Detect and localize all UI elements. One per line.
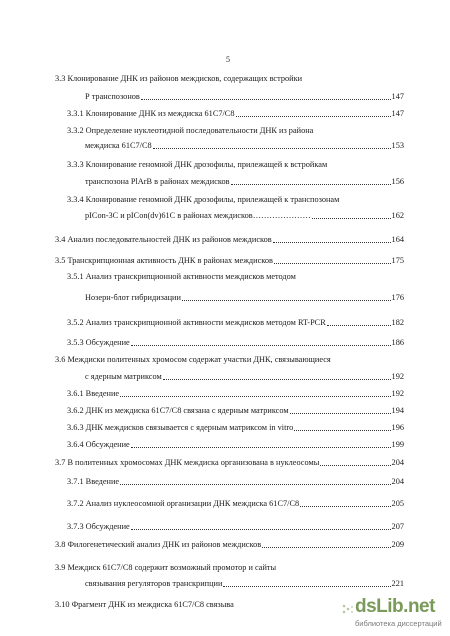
toc-leader-dots <box>182 300 391 301</box>
toc-leader-dots <box>131 529 391 530</box>
toc-leader-dots <box>120 396 390 397</box>
toc-leader-dots <box>131 447 391 448</box>
toc-entry <box>55 600 345 610</box>
toc-entry-page: 194 <box>391 406 404 415</box>
toc-entry <box>67 440 404 450</box>
toc-leader-dots <box>141 99 391 100</box>
toc-entry <box>67 160 404 170</box>
toc-entry-title: 3.7 В политенных хромосомах ДНК междиска организована в нуклеосомы <box>55 458 320 467</box>
watermark-dots-icon <box>341 604 355 614</box>
toc-entry-page: 196 <box>391 423 404 432</box>
toc-entry-title: 3.5 Транскрипционная активность ДНК в районах междисков <box>55 256 273 265</box>
toc-leader-dots <box>223 586 390 587</box>
toc-leader-dots <box>236 116 391 117</box>
toc-entry <box>67 109 404 119</box>
page-number: 5 <box>226 55 230 64</box>
toc-entry <box>55 563 404 573</box>
toc-leader-dots <box>153 148 391 149</box>
toc-entry-page: 147 <box>391 109 404 118</box>
toc-leader-dots <box>262 547 390 548</box>
toc-entry-page: 192 <box>391 372 404 381</box>
toc-entry <box>55 355 404 365</box>
toc-entry-page: 147 <box>391 92 404 101</box>
toc-entry-page: 204 <box>391 477 404 486</box>
toc-entry <box>55 256 404 266</box>
toc-entry <box>85 372 404 382</box>
toc-leader-dots <box>274 263 391 264</box>
toc-entry-title: 3.3.2 Определение нуклеотидной последовательности ДНК из района <box>67 126 314 135</box>
toc-entry-page: 186 <box>391 338 404 347</box>
toc-leader-dots <box>320 465 390 466</box>
toc-entry <box>67 522 404 532</box>
toc-entry-title: 3.6 Междиски политенных хромосом содержат участки ДНК, связывающиеся <box>55 355 331 364</box>
toc-entry-title: 3.3.3 Клонирование геномной ДНК дрозофилы, прилежащей к встройкам <box>67 160 328 169</box>
toc-entry <box>55 458 404 468</box>
toc-leader-dots <box>273 242 391 243</box>
toc-entry <box>85 211 404 221</box>
toc-entry <box>85 293 404 303</box>
toc-entry <box>55 540 404 550</box>
toc-entry-page: 205 <box>391 499 404 508</box>
toc-entry-page: 192 <box>391 389 404 398</box>
toc-entry-title: 3.7.2 Анализ нуклеосомной организации ДНК междиска 61С7/С8 <box>67 499 300 508</box>
toc-entry-title: 3.7.1 Введение <box>67 477 120 486</box>
toc-entry-title: транспозона PlArB в районах междисков <box>85 177 230 186</box>
toc-leader-dots <box>231 184 391 185</box>
toc-entry-title: с ядерным матриксом <box>85 372 162 381</box>
toc-entry-page: 175 <box>391 256 404 265</box>
toc-entry-page: 156 <box>391 177 404 186</box>
toc-entry <box>67 406 404 416</box>
toc-entry <box>67 338 404 348</box>
toc-entry-title: 3.3.1 Клонирование ДНК из междиска 61С7/С8 <box>67 109 235 118</box>
toc-entry-title: связывания регуляторов транскрипции <box>85 579 223 588</box>
toc-entry-title: 3.4 Анализ последовательностей ДНК из районов междисков <box>55 235 272 244</box>
toc-entry-title: Р транспозонов <box>85 92 140 101</box>
toc-entry-title: 3.6.4 Обсуждение <box>67 440 130 449</box>
toc-entry-title: pICon-3C и pICon(dv)61C в районах междисков………………… <box>85 211 311 220</box>
toc-entry-title: 3.5.3 Обсуждение <box>67 338 130 347</box>
toc-entry-title: 3.6.3 ДНК междисков связывается с ядерным матриксом in vitro <box>67 423 294 432</box>
toc-entry <box>55 235 404 245</box>
toc-entry-title: 3.6.2 ДНК из междиска 61С7/С8 связана с ядерным матриксом <box>67 406 289 415</box>
toc-entry-title: 3.5.1 Анализ транскрипционной активности междисков методом <box>67 272 296 281</box>
toc-entry-title: 3.5.2 Анализ транскрипционной активности междисков методом RT-PCR <box>67 318 326 327</box>
toc-leader-dots <box>294 430 390 431</box>
toc-entry <box>55 74 404 84</box>
toc-entry-title: 3.9 Междиск 61С7/С8 содержит возможный промотор и сайты <box>55 563 277 572</box>
toc-entry <box>85 579 404 589</box>
toc-entry <box>67 477 404 487</box>
toc-entry <box>85 141 404 151</box>
toc-entry-title: междиска 61С7/С8 <box>85 141 152 150</box>
toc-leader-dots <box>312 218 391 219</box>
toc-leader-dots <box>163 379 391 380</box>
toc-entry-title: 3.10 Фрагмент ДНК из междиска 61С7/С8 связыва <box>55 600 234 609</box>
toc-entry-page: 176 <box>391 293 404 302</box>
toc-leader-dots <box>290 413 391 414</box>
toc-leader-dots <box>120 484 390 485</box>
toc-entry-page: 182 <box>391 318 404 327</box>
toc-entry <box>67 389 404 399</box>
toc-entry-page: 162 <box>391 211 404 220</box>
toc-leader-dots <box>327 325 391 326</box>
toc-entry-page: 204 <box>391 458 404 467</box>
toc-entry-page: 164 <box>391 235 404 244</box>
toc-entry-page: 153 <box>391 141 404 150</box>
toc-leader-dots <box>300 506 390 507</box>
toc-entry-page: 209 <box>391 540 404 549</box>
toc-entry <box>67 318 404 328</box>
toc-entry-title: 3.3.4 Клонирование геномной ДНК дрозофилы, прилежащей к транспозонам <box>67 195 340 204</box>
toc-entry <box>67 126 404 136</box>
toc-entry-title: 3.3 Клонирование ДНК из районов междисков, содержащих встройки <box>55 74 303 83</box>
watermark-subtitle: библиотека диссертаций <box>355 619 442 628</box>
toc-leader-dots <box>131 345 391 346</box>
toc-entry <box>85 177 404 187</box>
toc-entry-title: Нозерн-блот гибридизации <box>85 293 181 302</box>
toc-entry <box>67 272 404 282</box>
toc-entry-title: 3.8 Филогенетический анализ ДНК из районов междисков <box>55 540 262 549</box>
toc-entry-page: 207 <box>391 522 404 531</box>
toc-entry-title: 3.6.1 Введение <box>67 389 120 398</box>
toc-entry-page: 221 <box>391 579 404 588</box>
watermark-logo: dsLib.net <box>355 596 435 617</box>
toc-entry-title: 3.7.3 Обсуждение <box>67 522 130 531</box>
watermark <box>355 596 447 634</box>
toc-entry <box>85 92 404 102</box>
toc-entry-page: 199 <box>391 440 404 449</box>
toc-entry <box>67 499 404 509</box>
toc-entry <box>67 423 404 433</box>
toc-entry <box>67 195 404 205</box>
